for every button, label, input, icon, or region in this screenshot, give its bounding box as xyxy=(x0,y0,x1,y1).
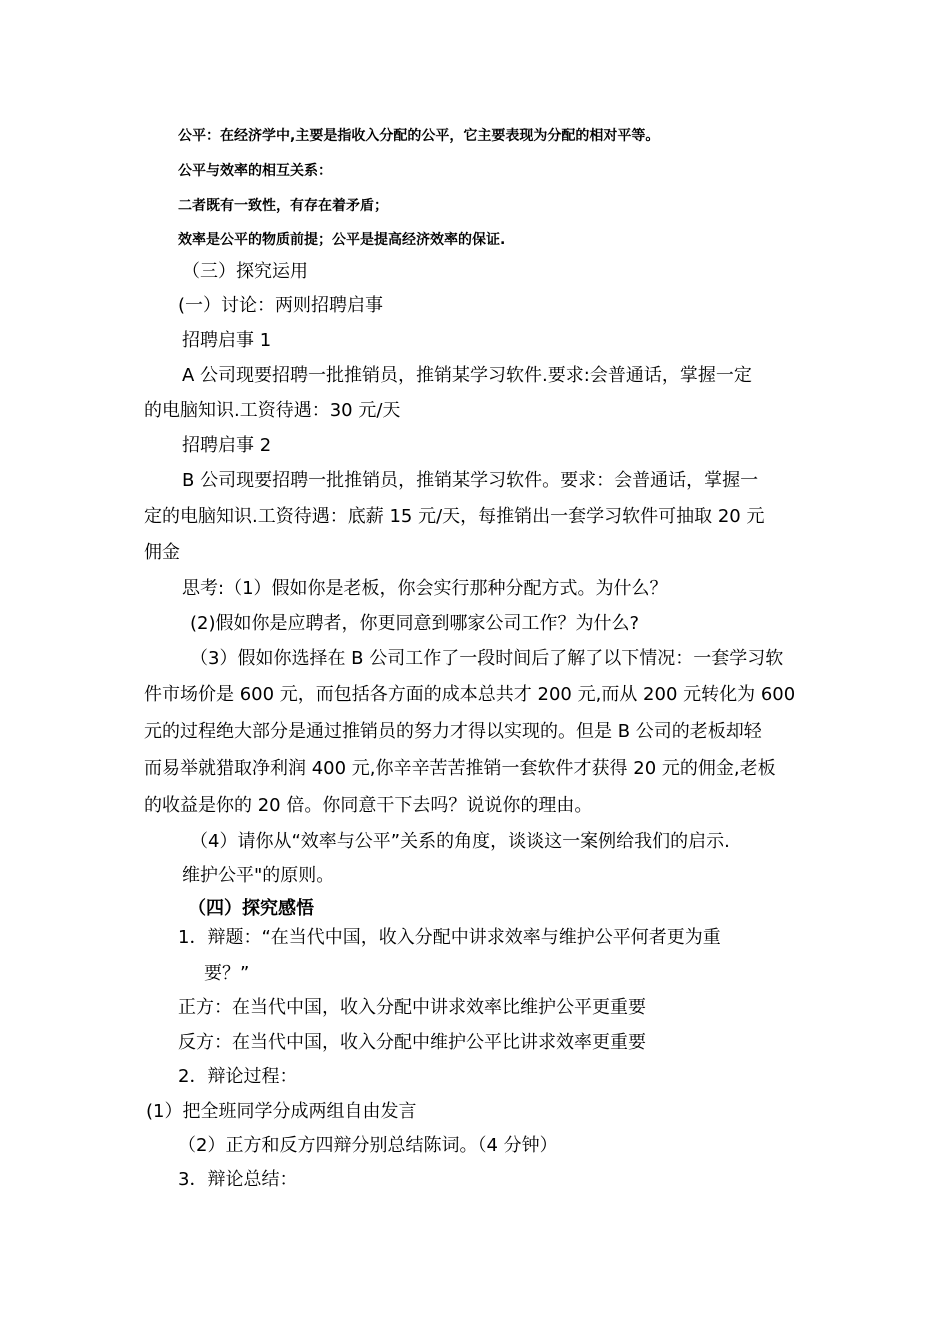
question-2: (2)假如你是应聘者，你更同意到哪家公司工作？为什么? xyxy=(190,613,640,634)
ad-2-line-1: B 公司现要招聘一批推销员，推销某学习软件。要求：会普通话，掌握一 xyxy=(182,470,759,491)
affirmative-side: 正方：在当代中国，收入分配中讲求效率比维护公平更重要 xyxy=(178,997,646,1018)
question-3-line-1: （3）假如你选择在 B 公司工作了一段时间后了解了以下情况：一套学习软 xyxy=(190,648,784,669)
negative-side: 反方：在当代中国，收入分配中维护公平比讲求效率更重要 xyxy=(178,1032,646,1053)
ad-2-line-3: 佣金 xyxy=(144,542,180,563)
question-3-line-5: 的收益是你的 20 倍。你同意干下去吗？说说你的理由。 xyxy=(144,795,593,816)
debate-process-heading: 2．辩论过程： xyxy=(178,1066,298,1087)
ad-1-title: 招聘启事 1 xyxy=(182,330,272,351)
question-3-line-2: 件市场价是 600 元，而包括各方面的成本总共才 200 元,而从 200 元转化为 600 xyxy=(144,684,796,705)
debate-process-step-2: （2）正方和反方四辩分别总结陈词。（4 分钟） xyxy=(178,1135,558,1156)
ad-2-title: 招聘启事 2 xyxy=(182,435,272,456)
debate-topic-line-1: 1．辩题：“在当代中国，收入分配中讲求效率与维护公平何者更为重 xyxy=(178,927,721,948)
relation-line-2: 效率是公平的物质前提；公平是提高经济效率的保证. xyxy=(178,232,506,248)
relation-heading: 公平与效率的相互关系： xyxy=(178,163,332,179)
relation-line-1: 二者既有一致性，有存在着矛盾； xyxy=(178,198,388,214)
question-1: 思考:（1）假如你是老板，你会实行那种分配方式。为什么？ xyxy=(182,578,668,599)
definition-fairness: 公平：在经济学中,主要是指收入分配的公平，它主要表现为分配的相对平等。 xyxy=(178,128,660,144)
question-3-line-4: 而易举就猎取净利润 400 元,你辛辛苦苦推销一套软件才获得 20 元的佣金,老板 xyxy=(144,758,776,779)
section-heading-4: （四）探究感悟 xyxy=(188,898,314,919)
question-4: （4）请你从“效率与公平”关系的角度，谈谈这一案例给我们的启示. xyxy=(190,831,730,852)
debate-topic-line-2: 要？” xyxy=(204,963,250,984)
fairness-principle-line: 维护公平"的原则。 xyxy=(182,865,335,886)
debate-process-step-1: (1）把全班同学分成两组自由发言 xyxy=(146,1101,417,1122)
question-3-line-3: 元的过程绝大部分是通过推销员的努力才得以实现的。但是 B 公司的老板却轻 xyxy=(144,721,762,742)
ad-2-line-2: 定的电脑知识.工资待遇：底薪 15 元/天，每推销出一套学习软件可抽取 20 元 xyxy=(144,506,765,527)
ad-1-line-2: 的电脑知识.工资待遇：30 元/天 xyxy=(144,400,401,421)
debate-summary-heading: 3．辩论总结： xyxy=(178,1169,298,1190)
ad-1-line-1: A 公司现要招聘一批推销员，推销某学习软件.要求:会普通话，掌握一定 xyxy=(182,365,752,386)
discussion-heading: (一）讨论：两则招聘启事 xyxy=(178,295,384,316)
section-heading-3: （三）探究运用 xyxy=(182,261,308,282)
